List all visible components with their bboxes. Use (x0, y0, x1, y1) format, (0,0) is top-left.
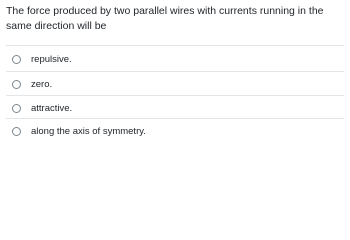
radio-button[interactable] (12, 104, 21, 113)
radio-button[interactable] (12, 55, 21, 64)
answer-label: along the axis of symmetry. (31, 125, 146, 137)
radio-button[interactable] (12, 127, 21, 136)
answer-option-zero[interactable] (6, 73, 344, 95)
answer-label: attractive. (31, 102, 73, 114)
question-text: The force produced by two parallel wires with currents running in the same direction will be (6, 5, 324, 32)
answer-label: repulsive. (31, 53, 72, 65)
answer-option-axis-of-symmetry[interactable] (6, 120, 344, 142)
answer-option-repulsive[interactable] (6, 48, 344, 70)
divider (6, 71, 344, 72)
radio-button[interactable] (12, 80, 21, 89)
answer-label: zero. (31, 78, 53, 90)
divider (6, 45, 344, 46)
divider (6, 95, 344, 96)
answer-option-attractive[interactable] (6, 97, 344, 119)
divider (6, 118, 344, 119)
